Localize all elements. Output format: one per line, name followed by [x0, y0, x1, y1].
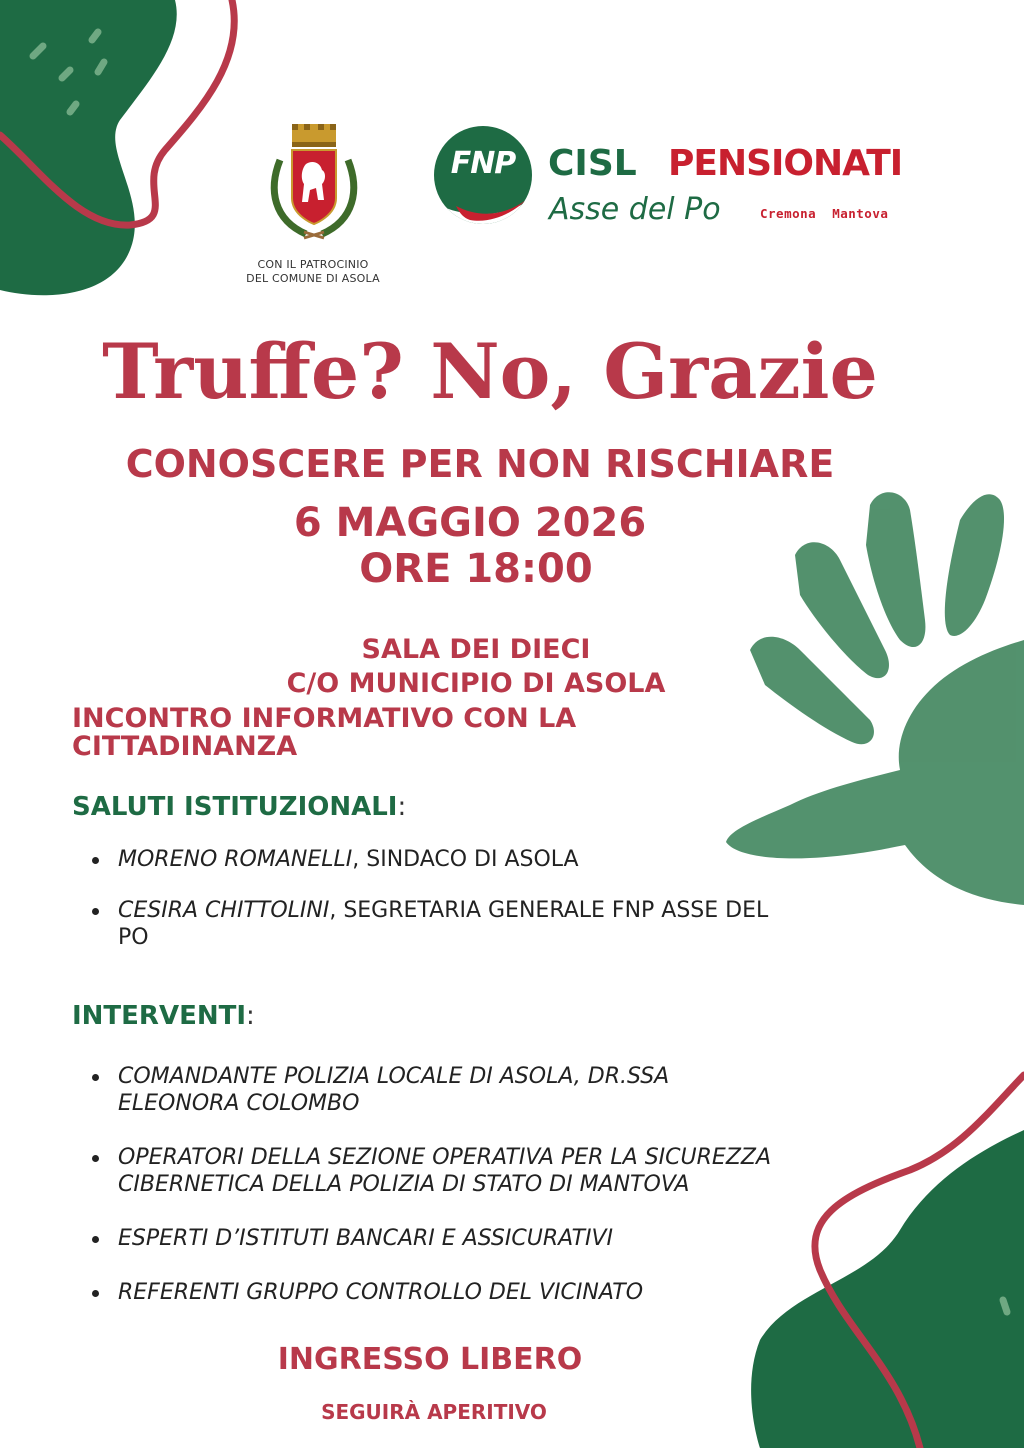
- venue-name: SALA DEI DIECI: [361, 634, 591, 665]
- venue-location: C/O MUNICIPIO DI ASOLA: [286, 668, 666, 699]
- fnp-logo-circle: [434, 126, 532, 224]
- patronage-line-1: CON IL PATROCINIO: [257, 258, 369, 271]
- greetings-heading-text: SALUTI ISTITUZIONALI: [72, 792, 398, 822]
- list-item: ESPERTI D’ISTITUTI BANCARI E ASSICURATIVI: [86, 1225, 786, 1252]
- fnp-logo-text: FNP: [450, 146, 516, 181]
- regions-wordmark: Cremona Mantova: [760, 206, 889, 221]
- list-item: OPERATORI DELLA SEZIONE OPERATIVA PER LA SICUREZZA CIBERNETICA DELLA POLIZIA DI STATO DI MANTOVA: [86, 1144, 786, 1198]
- patronage-text: [228, 258, 398, 286]
- free-entry-label: INGRESSO LIBERO: [277, 1342, 583, 1377]
- patronage-line-2: DEL COMUNE DI ASOLA: [246, 272, 380, 285]
- event-title: Truffe? No, Grazie: [102, 327, 878, 416]
- event-date: 6 MAGGIO 2026: [293, 500, 647, 546]
- top-left-blob: [0, 0, 177, 295]
- greetings-heading: [72, 790, 406, 824]
- greetings-heading-colon: :: [397, 792, 407, 822]
- speaker-role: , SINDACO DI ASOLA: [352, 847, 579, 872]
- aperitif-label: SEGUIRÀ APERITIVO: [321, 1400, 547, 1424]
- speaker-name: CESIRA CHITTOLINI: [118, 898, 330, 923]
- talks-list: [86, 1063, 786, 1306]
- list-item: REFERENTI GRUPPO CONTROLLO DEL VICINATO: [86, 1279, 786, 1306]
- list-item: COMANDANTE POLIZIA LOCALE DI ASOLA, DR.SSA ELEONORA COLOMBO: [86, 1063, 786, 1117]
- talks-heading: [72, 999, 255, 1033]
- talks-heading-colon: :: [246, 1001, 255, 1031]
- list-item: [86, 897, 786, 951]
- talks-heading-text: INTERVENTI: [72, 1001, 247, 1031]
- fnp-logo-swoosh-icon: [434, 126, 532, 224]
- pensionati-wordmark: PENSIONATI: [668, 143, 903, 184]
- asse-del-po-wordmark: Asse del Po: [549, 192, 721, 227]
- cisl-wordmark: CISL: [548, 143, 637, 184]
- speaker-role: , SEGRETARIA GENERALE FNP ASSE DEL PO: [118, 898, 769, 950]
- event-time: ORE 18:00: [359, 546, 593, 592]
- list-item: [86, 846, 786, 873]
- asola-coat-of-arms-icon: [266, 120, 362, 244]
- event-subtitle: CONOSCERE PER NON RISCHIARE: [125, 442, 835, 486]
- speaker-name: MORENO ROMANELLI: [118, 847, 353, 872]
- event-description: INCONTRO INFORMATIVO CON LA CITTADINANZA: [72, 703, 577, 762]
- greetings-list: [86, 846, 786, 951]
